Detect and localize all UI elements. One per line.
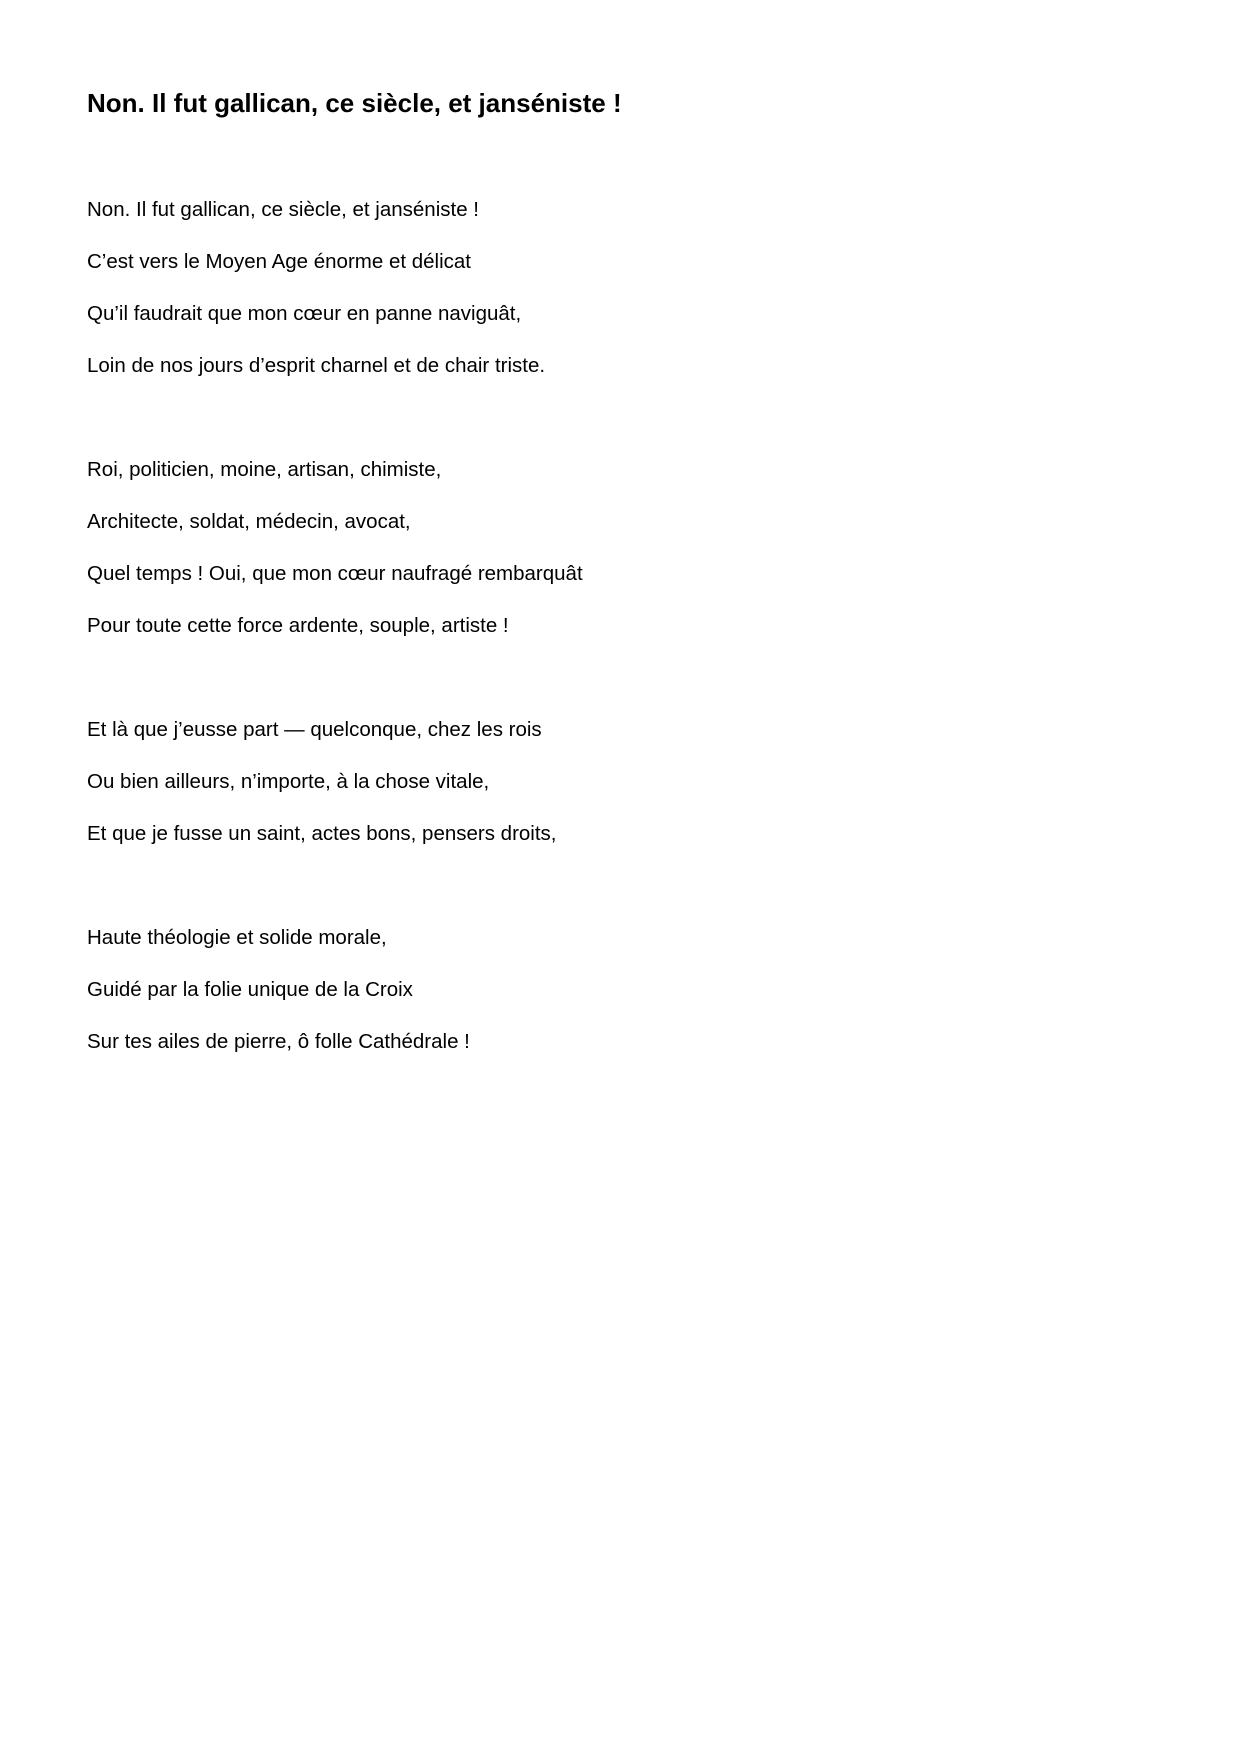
stanza-4 (87, 925, 470, 1081)
poem-line: C’est vers le Moyen Age énorme et délicat (87, 250, 471, 273)
poem-line: Ou bien ailleurs, n’importe, à la chose vitale, (87, 770, 490, 793)
poem-line: Qu’il faudrait que mon cœur en panne naviguât, (87, 302, 522, 325)
poem-line: Pour toute cette force ardente, souple, artiste ! (87, 614, 509, 637)
poem-line: Haute théologie et solide morale, (87, 926, 387, 949)
poem-line: Quel temps ! Oui, que mon cœur naufragé rembarquât (87, 562, 583, 585)
poem-line: Non. Il fut gallican, ce siècle, et janséniste ! (87, 198, 479, 221)
poem-line: Roi, politicien, moine, artisan, chimiste, (87, 458, 442, 481)
poem-line: Guidé par la folie unique de la Croix (87, 978, 413, 1001)
poem-line: Et que je fusse un saint, actes bons, pensers droits, (87, 822, 557, 845)
stanza-3 (87, 717, 557, 873)
poem-line: Loin de nos jours d’esprit charnel et de chair triste. (87, 354, 546, 377)
poem-line: Sur tes ailes de pierre, ô folle Cathédrale ! (87, 1030, 470, 1053)
stanza-2 (87, 457, 583, 665)
stanza-1 (87, 197, 545, 405)
poem-line: Architecte, soldat, médecin, avocat, (87, 510, 411, 533)
poem-title: Non. Il fut gallican, ce siècle, et janséniste ! (87, 88, 622, 118)
poem-line: Et là que j’eusse part — quelconque, chez les rois (87, 718, 542, 741)
